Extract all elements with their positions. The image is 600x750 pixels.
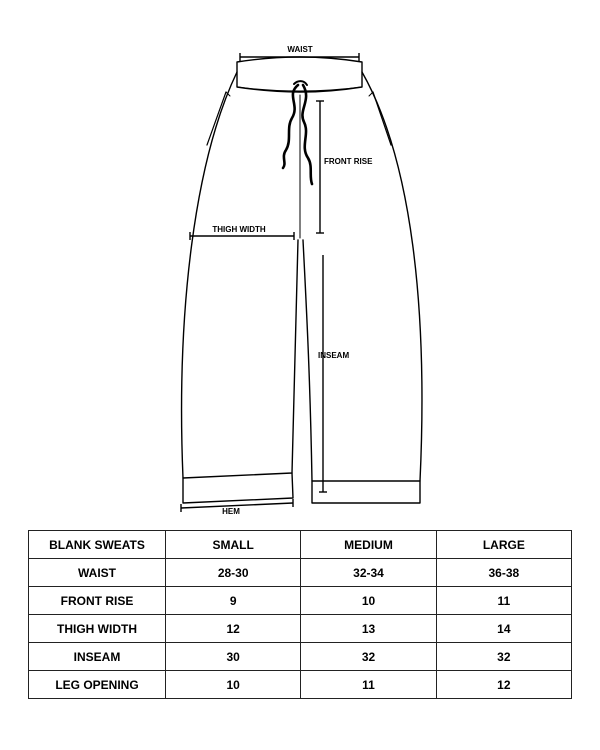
measurement-value-cell: 13 (301, 615, 436, 643)
front-rise-label: FRONT RISE (324, 157, 373, 166)
table-header-row (29, 531, 572, 559)
table-row (29, 671, 572, 699)
waist-label: WAIST (287, 45, 313, 54)
measurement-value-cell: 11 (301, 671, 436, 699)
inseam-label: INSEAM (318, 351, 350, 360)
right-cuff (312, 481, 420, 503)
measurement-value-cell: 11 (436, 587, 571, 615)
thigh-width-label: THIGH WIDTH (212, 225, 266, 234)
measurement-name-cell: INSEAM (29, 643, 166, 671)
measurement-value-cell: 10 (301, 587, 436, 615)
measurement-value-cell: 32 (436, 643, 571, 671)
measurement-value-cell: 14 (436, 615, 571, 643)
waistband-seam (237, 87, 362, 91)
hem-label: HEM (222, 507, 240, 516)
measurement-name-cell: LEG OPENING (29, 671, 166, 699)
right-pocket-edge (369, 92, 373, 96)
measurement-value-cell: 30 (166, 643, 301, 671)
drawstring-knot (294, 81, 307, 85)
right-leg-outline (303, 72, 422, 481)
table-row (29, 587, 572, 615)
measurement-name-cell: FRONT RISE (29, 587, 166, 615)
measurement-value-cell: 36-38 (436, 559, 571, 587)
left-leg-outline (182, 72, 298, 478)
measurement-name-cell: WAIST (29, 559, 166, 587)
left-pocket (207, 92, 226, 145)
measurement-value-cell: 28-30 (166, 559, 301, 587)
measurement-value-cell: 12 (166, 615, 301, 643)
table-title-cell: BLANK SWEATS (29, 531, 166, 559)
table-row (29, 559, 572, 587)
measurement-value-cell: 12 (436, 671, 571, 699)
drawstring-right (302, 85, 312, 184)
measurement-value-cell: 32 (301, 643, 436, 671)
size-header-cell: LARGE (436, 531, 571, 559)
size-header-cell: SMALL (166, 531, 301, 559)
measurement-value-cell: 32-34 (301, 559, 436, 587)
drawstring-left (283, 85, 298, 168)
table-row (29, 643, 572, 671)
table-row (29, 615, 572, 643)
measurement-value-cell: 10 (166, 671, 301, 699)
size-chart-table (28, 530, 572, 699)
measurement-value-cell: 9 (166, 587, 301, 615)
size-header-cell: MEDIUM (301, 531, 436, 559)
right-pocket (373, 92, 391, 145)
waistband (237, 57, 362, 92)
measurement-name-cell: THIGH WIDTH (29, 615, 166, 643)
